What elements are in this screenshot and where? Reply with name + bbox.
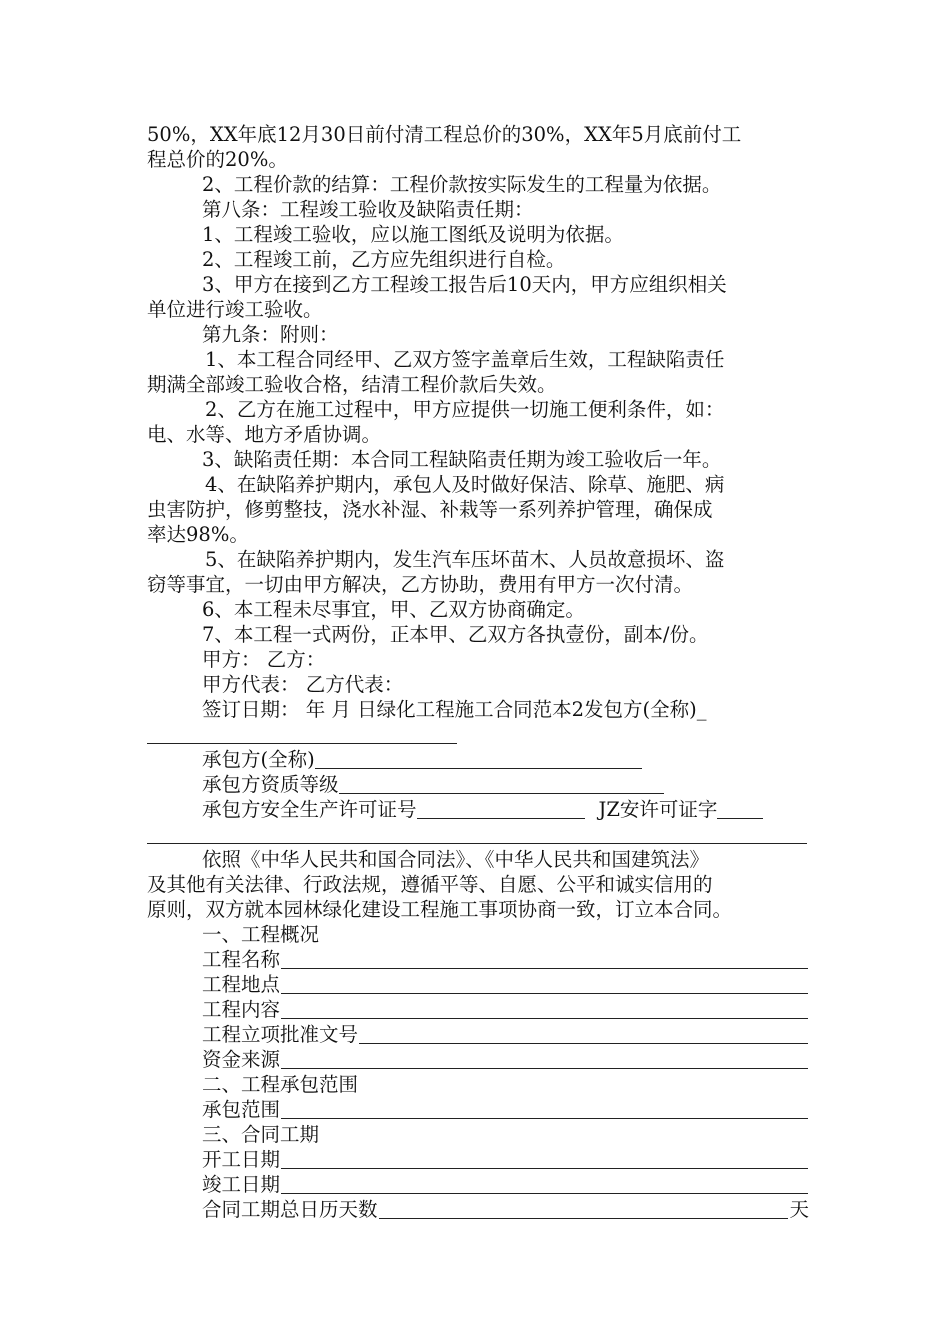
paragraph-line: 1、本工程合同经甲、乙双方签字盖章后生效，工程缺陷责任 [205, 348, 725, 371]
blank-underline [359, 1024, 808, 1044]
paragraph-line: 单位进行竣工验收。 [147, 298, 323, 321]
paragraph-line: 依照《中华人民共和国合同法》、《中华人民共和国建筑法》 [202, 848, 710, 871]
safety-license-field [147, 797, 809, 822]
paragraph-line: 率达98%。 [147, 523, 249, 546]
paragraph-line: 窃等事宜，一切由甲方解决，乙方协助，费用有甲方一次付清。 [147, 573, 694, 596]
blank-underline [339, 774, 664, 794]
paragraph-line: 期满全部竣工验收合格，结清工程价款后失效。 [147, 373, 557, 396]
funding-source-field [147, 1047, 809, 1072]
field-label: 承包方资质等级 [202, 773, 339, 796]
section-heading-article-8: 第八条：工程竣工验收及缺陷责任期： [202, 198, 534, 221]
signing-date-line: 签订日期： 年 月 日绿化工程施工合同范本2发包方(全称)_ [202, 698, 707, 721]
paragraph-line: 5、在缺陷养护期内，发生汽车压坏苗木、人员故意损坏、盗 [205, 548, 725, 571]
paragraph-line: 3、甲方在接到乙方工程竣工报告后10天内，甲方应组织相关 [202, 273, 727, 296]
approval-number-field [147, 1022, 809, 1047]
start-date-field [147, 1147, 809, 1172]
paragraph-line: 原则，双方就本园林绿化建设工程施工事项协商一致，订立本合同。 [147, 898, 733, 921]
paragraph-line: 2、工程价款的结算：工程价款按实际发生的工程量为依据。 [202, 173, 722, 196]
blank-underline [281, 999, 808, 1019]
field-label: JZ安许可证字 [598, 798, 718, 821]
project-location-field [147, 972, 809, 997]
blank-underline [147, 824, 807, 844]
blank-underline [281, 1099, 808, 1119]
field-label: 资金来源 [202, 1048, 281, 1071]
field-label: 工程地点 [202, 973, 281, 996]
contract-scope-field [147, 1097, 809, 1122]
field-label: 竣工日期 [202, 1173, 281, 1196]
paragraph-line: 6、本工程未尽事宜，甲、乙双方协商确定。 [202, 598, 585, 621]
paragraph-line: 1、工程竣工验收，应以施工图纸及说明为依据。 [202, 223, 624, 246]
blank-underline [281, 1149, 808, 1169]
field-label: 合同工期总日历天数 [202, 1198, 378, 1221]
blank-underline [379, 1199, 789, 1219]
contract-text [147, 122, 809, 1222]
field-label: 开工日期 [202, 1148, 281, 1171]
section-heading-duration: 三、合同工期 [202, 1123, 320, 1146]
contractor-field [147, 747, 809, 772]
section-heading-scope: 二、工程承包范围 [202, 1073, 359, 1096]
paragraph-line: 及其他有关法律、行政法规，遵循平等、自愿、公平和诚实信用的 [147, 873, 713, 896]
project-content-field [147, 997, 809, 1022]
paragraph-line: 2、乙方在施工过程中，甲方应提供一切施工便利条件，如： [205, 398, 725, 421]
paragraph-line: 3、缺陷责任期：本合同工程缺陷责任期为竣工验收后一年。 [202, 448, 722, 471]
project-name-field [147, 947, 809, 972]
paragraph-line: 虫害防护，修剪整技，浇水补湿、补栽等一系列养护管理，确保成 [147, 498, 713, 521]
blank-underline [147, 724, 457, 744]
blank-underline [417, 799, 585, 819]
field-label: 工程名称 [202, 948, 281, 971]
total-days-field [147, 1197, 809, 1222]
field-label: 承包方(全称) [202, 748, 315, 771]
section-heading-overview: 一、工程概况 [202, 923, 320, 946]
field-label: 承包方安全生产许可证号 [202, 798, 417, 821]
completion-date-field [147, 1172, 809, 1197]
paragraph-line: 50%，XX年底12月30日前付清工程总价的30%，XX年5月底前付工 [147, 123, 742, 146]
representative-signature-line: 甲方代表： 乙方代表： [202, 673, 404, 696]
qualification-field [147, 772, 809, 797]
paragraph-line: 2、工程竣工前，乙方应先组织进行自检。 [202, 248, 566, 271]
blank-line-continuation [147, 722, 809, 747]
blank-underline [281, 949, 808, 969]
party-signature-line: 甲方： 乙方： [202, 648, 326, 671]
blank-underline [281, 1174, 808, 1194]
field-label: 工程内容 [202, 998, 281, 1021]
blank-underline [281, 974, 808, 994]
paragraph-line: 7、本工程一式两份，正本甲、乙双方各执壹份，副本/份。 [202, 623, 709, 646]
paragraph-line: 4、在缺陷养护期内，承包人及时做好保洁、除草、施肥、病 [205, 473, 725, 496]
blank-line-continuation [147, 822, 809, 847]
days-unit: 天 [789, 1198, 809, 1221]
blank-underline [717, 799, 763, 819]
field-label: 承包范围 [202, 1098, 281, 1121]
blank-underline [281, 1049, 808, 1069]
paragraph-line: 电、水等、地方矛盾协调。 [147, 423, 382, 446]
section-heading-article-9: 第九条：附则： [202, 323, 339, 346]
blank-underline [315, 749, 642, 769]
field-label: 工程立项批准文号 [202, 1023, 359, 1046]
paragraph-line: 程总价的20%。 [147, 148, 288, 171]
